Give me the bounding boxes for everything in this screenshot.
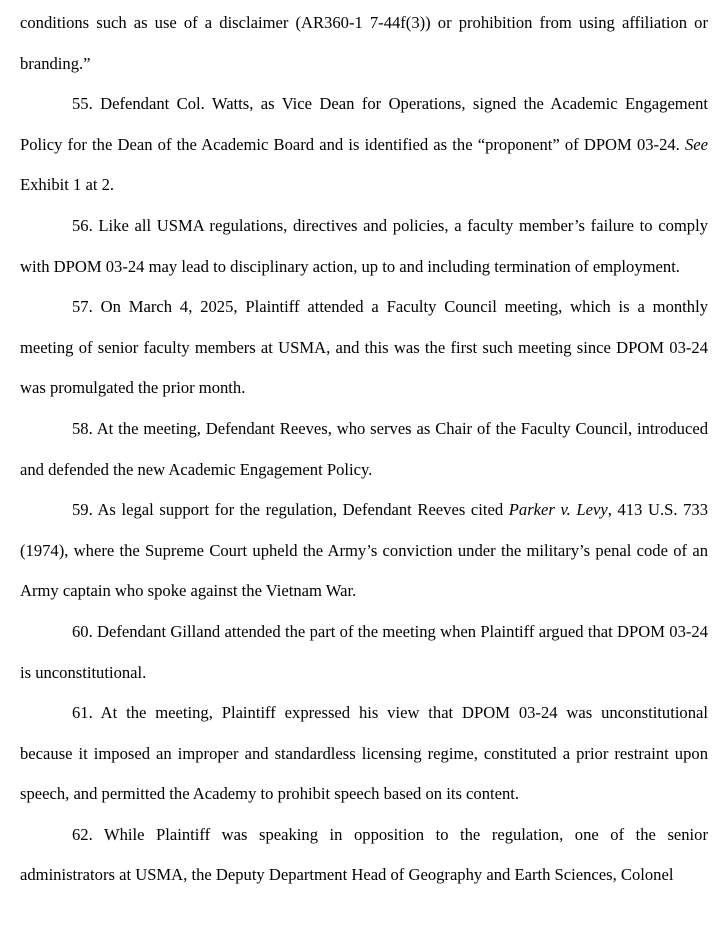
text-run: 62. While Plaintiff was speaking in opposition to the regulation, one of the senior administrators at USMA, the Deputy Department Head of Geography and Earth Sciences, Colonel: [20, 824, 708, 885]
text-run: 61. At the meeting, Plaintiff expressed his view that DPOM 03-24 was unconstitutional because it imposed an improper and standardless licensing regime, constituted a prior restraint upon speech, and permitted the Academy to prohibit speech based on its content.: [20, 703, 708, 804]
text-run: 58. At the meeting, Defendant Reeves, who serves as Chair of the Faculty Council, introduced and defended the new Academic Engagement Policy.: [20, 418, 708, 479]
text-run: conditions such as use of a disclaimer (AR360-1 7-44f(3)) or prohibition from using affiliation or branding.”: [20, 13, 708, 73]
text-run: 60. Defendant Gilland attended the part of the meeting when Plaintiff argued that DPOM 03-24 is unconstitutional.: [20, 621, 708, 682]
paragraph-59: [20, 490, 708, 612]
paragraph-54-continuation: [20, 3, 708, 84]
text-run: Exhibit 1 at 2.: [20, 175, 115, 195]
paragraph-55: [20, 84, 708, 206]
paragraph-56: [20, 206, 708, 287]
italic-case-name: Parker v. Levy: [508, 500, 608, 520]
italic-signal-see: See: [684, 134, 708, 154]
paragraph-62: [20, 815, 708, 896]
paragraph-58: [20, 409, 708, 490]
paragraph-61: [20, 693, 708, 815]
text-run: 55. Defendant Col. Watts, as Vice Dean for Operations, signed the Academic Engagement Policy for the Dean of the Academic Board and is identified as the “proponent” of DPOM 03-24.: [20, 94, 708, 154]
document-page: [0, 3, 728, 944]
text-run: , 413 U.S. 733 (1974), where the Supreme Court upheld the Army’s conviction under the military’s penal code of an Army captain who spoke against the Vietnam War.: [20, 500, 708, 601]
paragraph-57: [20, 287, 708, 409]
text-run: 59. As legal support for the regulation, Defendant Reeves cited: [72, 500, 509, 520]
paragraph-60: [20, 612, 708, 693]
text-run: 56. Like all USMA regulations, directives and policies, a faculty member’s failure to comply with DPOM 03-24 may lead to disciplinary action, up to and including termination of employment.: [20, 215, 708, 276]
text-run: 57. On March 4, 2025, Plaintiff attended a Faculty Council meeting, which is a monthly meeting of senior faculty members at USMA, and this was the first such meeting since DPOM 03-24 was promulgated the prior month.: [20, 297, 708, 398]
